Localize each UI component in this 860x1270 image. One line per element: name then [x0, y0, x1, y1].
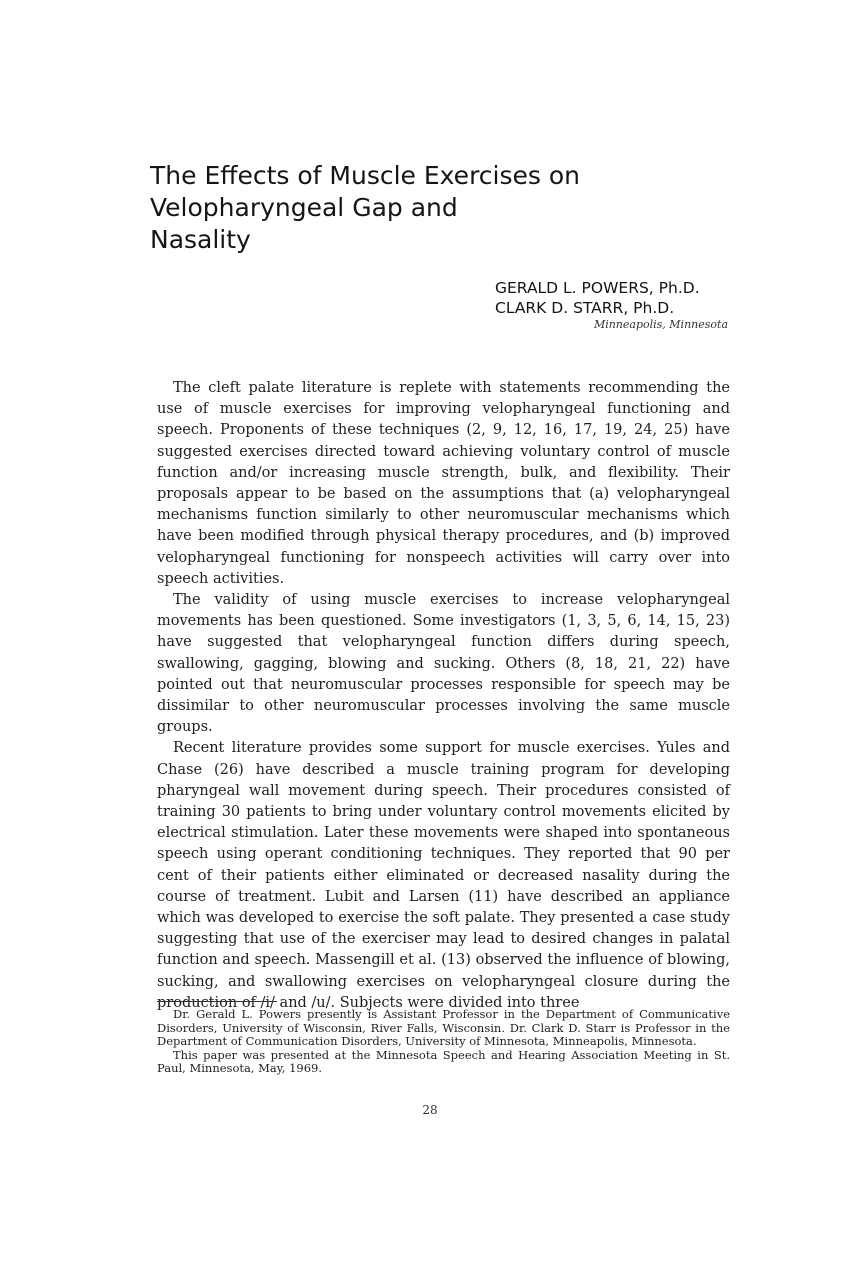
author-name: GERALD L. POWERS, Ph.D. [495, 279, 700, 297]
author-list [495, 278, 735, 318]
page-number: 28 [422, 1103, 438, 1117]
author-name: CLARK D. STARR, Ph.D. [495, 299, 675, 317]
title-line: The Effects of Muscle Exercises on [150, 161, 581, 190]
author-affiliation: Minneapolis, Minnesota [593, 318, 728, 331]
title-line: Nasality [150, 225, 251, 254]
article-title [150, 160, 670, 256]
footnote: This paper was presented at the Minnesota Speech and Hearing Association Meeting in St. Paul, Minnesota, May, 1969. [157, 1047, 730, 1076]
body-paragraph: The cleft palate literature is replete with statements recommending the use of muscle exercises for improving velopharyngeal functioning and speech. Proponents of these techniques (2, 9, 12, 16, 17, 19, 24, 25) have suggested exercises directed toward achieving voluntary control of muscle function and/or increasing muscle strength, bulk, and flexibility. Their proposals appear to be based on the assumptions that (a) velopharyngeal mechanisms function similarly to other neuromuscular mechanisms which have been modified through physical therapy procedures, and (b) improved velopharyngeal functioning for nonspeech activities will carry over into speech activities. [157, 380, 730, 587]
article-body [157, 378, 730, 1014]
footnote: Dr. Gerald L. Powers presently is Assistant Professor in the Department of Communicative Disorders, University of Wisconsin, River Falls, Wisconsin. Dr. Clark D. Starr is Professor in the Department of Communication Disorders, University of Minnesota, Minneapolis, Minnesota. [157, 1007, 730, 1049]
footnotes [157, 1008, 730, 1076]
footnote-divider [157, 1001, 277, 1002]
title-line: Velopharyngeal Gap and [150, 193, 458, 222]
body-paragraph: The validity of using muscle exercises to increase velopharyngeal movements has been questioned. Some investigators (1, 3, 5, 6, 14, 15, 23) have suggested that velopharyngeal function differs during speech, swallowing, gagging, blowing and sucking. Others (8, 18, 21, 22) have pointed out that neuromuscular processes responsible for speech may be dissimilar to other neuromuscular processes involving the same muscle groups. [157, 592, 730, 736]
body-paragraph: Recent literature provides some support for muscle exercises. Yules and Chase (26) have described a muscle training program for developing pharyngeal wall movement during speech. Their procedures consisted of training 30 patients to bring under voluntary control movements elicited by electrical stimulation. Later these movements were shaped into spontaneous speech using operant conditioning techniques. They reported that 90 per cent of their patients either eliminated or decreased nasality during the course of treatment. Lubit and Larsen (11) have described an appliance which was developed to exercise the soft palate. They presented a case study suggesting that use of the exerciser may lead to desired changes in palatal function and speech. Massengill et al. (13) observed the influence of blowing, sucking, and swallowing exercises on velopharyngeal closure during the production of /i/ and /u/. Subjects were divided into three [157, 740, 730, 1011]
